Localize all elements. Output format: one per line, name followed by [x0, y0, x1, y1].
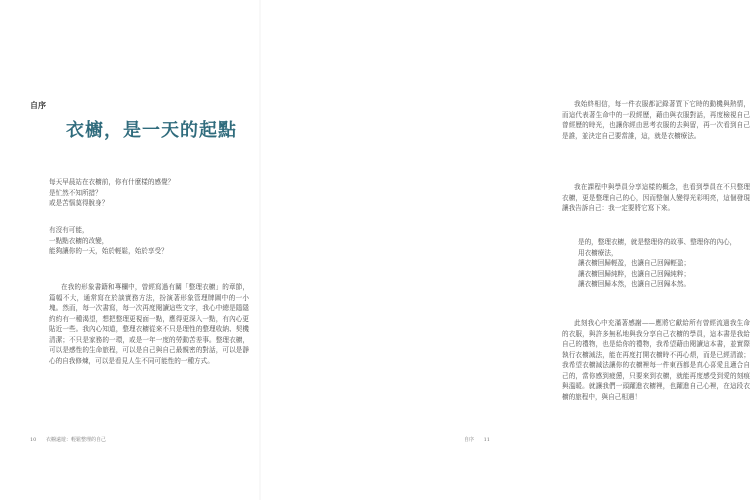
question-line: 每天早晨站在衣櫥前，你有什麼樣的感覺？	[49, 178, 175, 186]
affirmation-line: 是的，整理衣櫥，就是整理你的故事、整理你的內心，	[578, 238, 737, 246]
right-paragraph-3	[562, 318, 750, 402]
affirmation-line: 讓衣櫥回歸輕盈，也讓自己回歸輕盈；	[578, 259, 691, 267]
question-line: 或是苦惱莫得脫身？	[49, 199, 109, 207]
running-head: 自序	[464, 437, 475, 443]
affirmation-line: 用衣櫥療法，	[578, 248, 618, 257]
question-line: 是忙然不知所措？	[49, 188, 102, 197]
affirmation-line: 讓衣櫥回歸本然，也讓自己回歸本然。	[578, 280, 691, 288]
affirmation-line: 讓衣櫥回歸純粹，也讓自己回歸純粹；	[578, 269, 691, 278]
left-footer	[30, 436, 106, 443]
page-number: 10	[30, 437, 37, 443]
right-footer	[464, 436, 490, 443]
right-paragraph-2	[562, 182, 750, 214]
answer-line: 有沒有可能，	[49, 226, 89, 234]
left-body-paragraph	[49, 282, 249, 366]
answer-line: 能夠讓你的一天，始於輕鬆，始於享受？	[49, 247, 168, 255]
running-head: 衣櫥遠遊：輕鬆整理的自己	[45, 437, 106, 443]
answer-line: 一點點衣櫥的改變，	[49, 236, 109, 245]
body-text: 在我的形象書籍和專欄中，曾經寫過有關「整理衣櫥」的章節，篇幅不大，通常寫在於談實務方法，扮演著形象管理牌圖中的一小塊。然而，每一次書寫，每一次再度閱讀這些文字，我心中總是隱隱約約有一種渴望，想把整理更視面一點，應得更深入一點，有內心更貼近一些。我內心知道，整理衣櫥從來不只是理性的整理收納、契機清潔；不只是家務的一環，或是一年一度的勞動苦差事。整理衣櫥，可以是感性的生命旅程，可以是自己與自己最親密的對話，可以是靜心的自我修煉，可以是看見人生不同可能性的一種方式。	[49, 283, 249, 365]
section-label: 自序	[30, 100, 46, 110]
right-paragraph-1	[562, 99, 750, 141]
body-text: 我始終相信，每一件衣服都記錄著買下它時的動機與熱情，而這代表著生命中的一段經歷，藉由與衣服對話，再度檢視自己曾經歷的時光，也讓你經由思考衣服的去與留，再一次看到自己是誰，並決定自己要當誰，這，就是衣櫥療法。	[562, 100, 750, 140]
body-text: 此刻我心中充滿著感謝——應將它獻給所有曾經流過我生命的衣服，與許多無私地與我分享自己衣櫥的學員，這本書是我給自己的禮物，也是給你的禮物，我希望藉由閱讀這本書，並實際執行衣櫥減法，能在再度打開衣櫥時不再心煩，而是已經清澈；我希望衣櫥減法讓你的衣櫥裡每一件東西都是真心喜愛且適合自己的，當你感到疲憊，只要來到衣櫥，就能再度感受到愛的刻痕與溫暖。就讓我們一頭躍進衣櫥裡，也躍進自己心裡，在這段衣櫥的旅程中，與自己相遇！	[562, 319, 750, 401]
opening-answers	[49, 225, 168, 257]
chapter-title: 衣櫥，是一天的起點	[66, 120, 237, 141]
opening-questions	[49, 177, 174, 209]
affirmation-list	[578, 237, 736, 290]
right-page	[260, 0, 750, 500]
body-text: 我在課程中與學員分享這樣的概念，也看到學員在不只整理衣櫥，更是整理自己的心，因而整個人變得光彩明亮，這個發現讓我告訴自己：我一定要將它寫下來。	[562, 183, 750, 212]
left-page	[0, 0, 260, 500]
page-number: 11	[483, 437, 490, 443]
